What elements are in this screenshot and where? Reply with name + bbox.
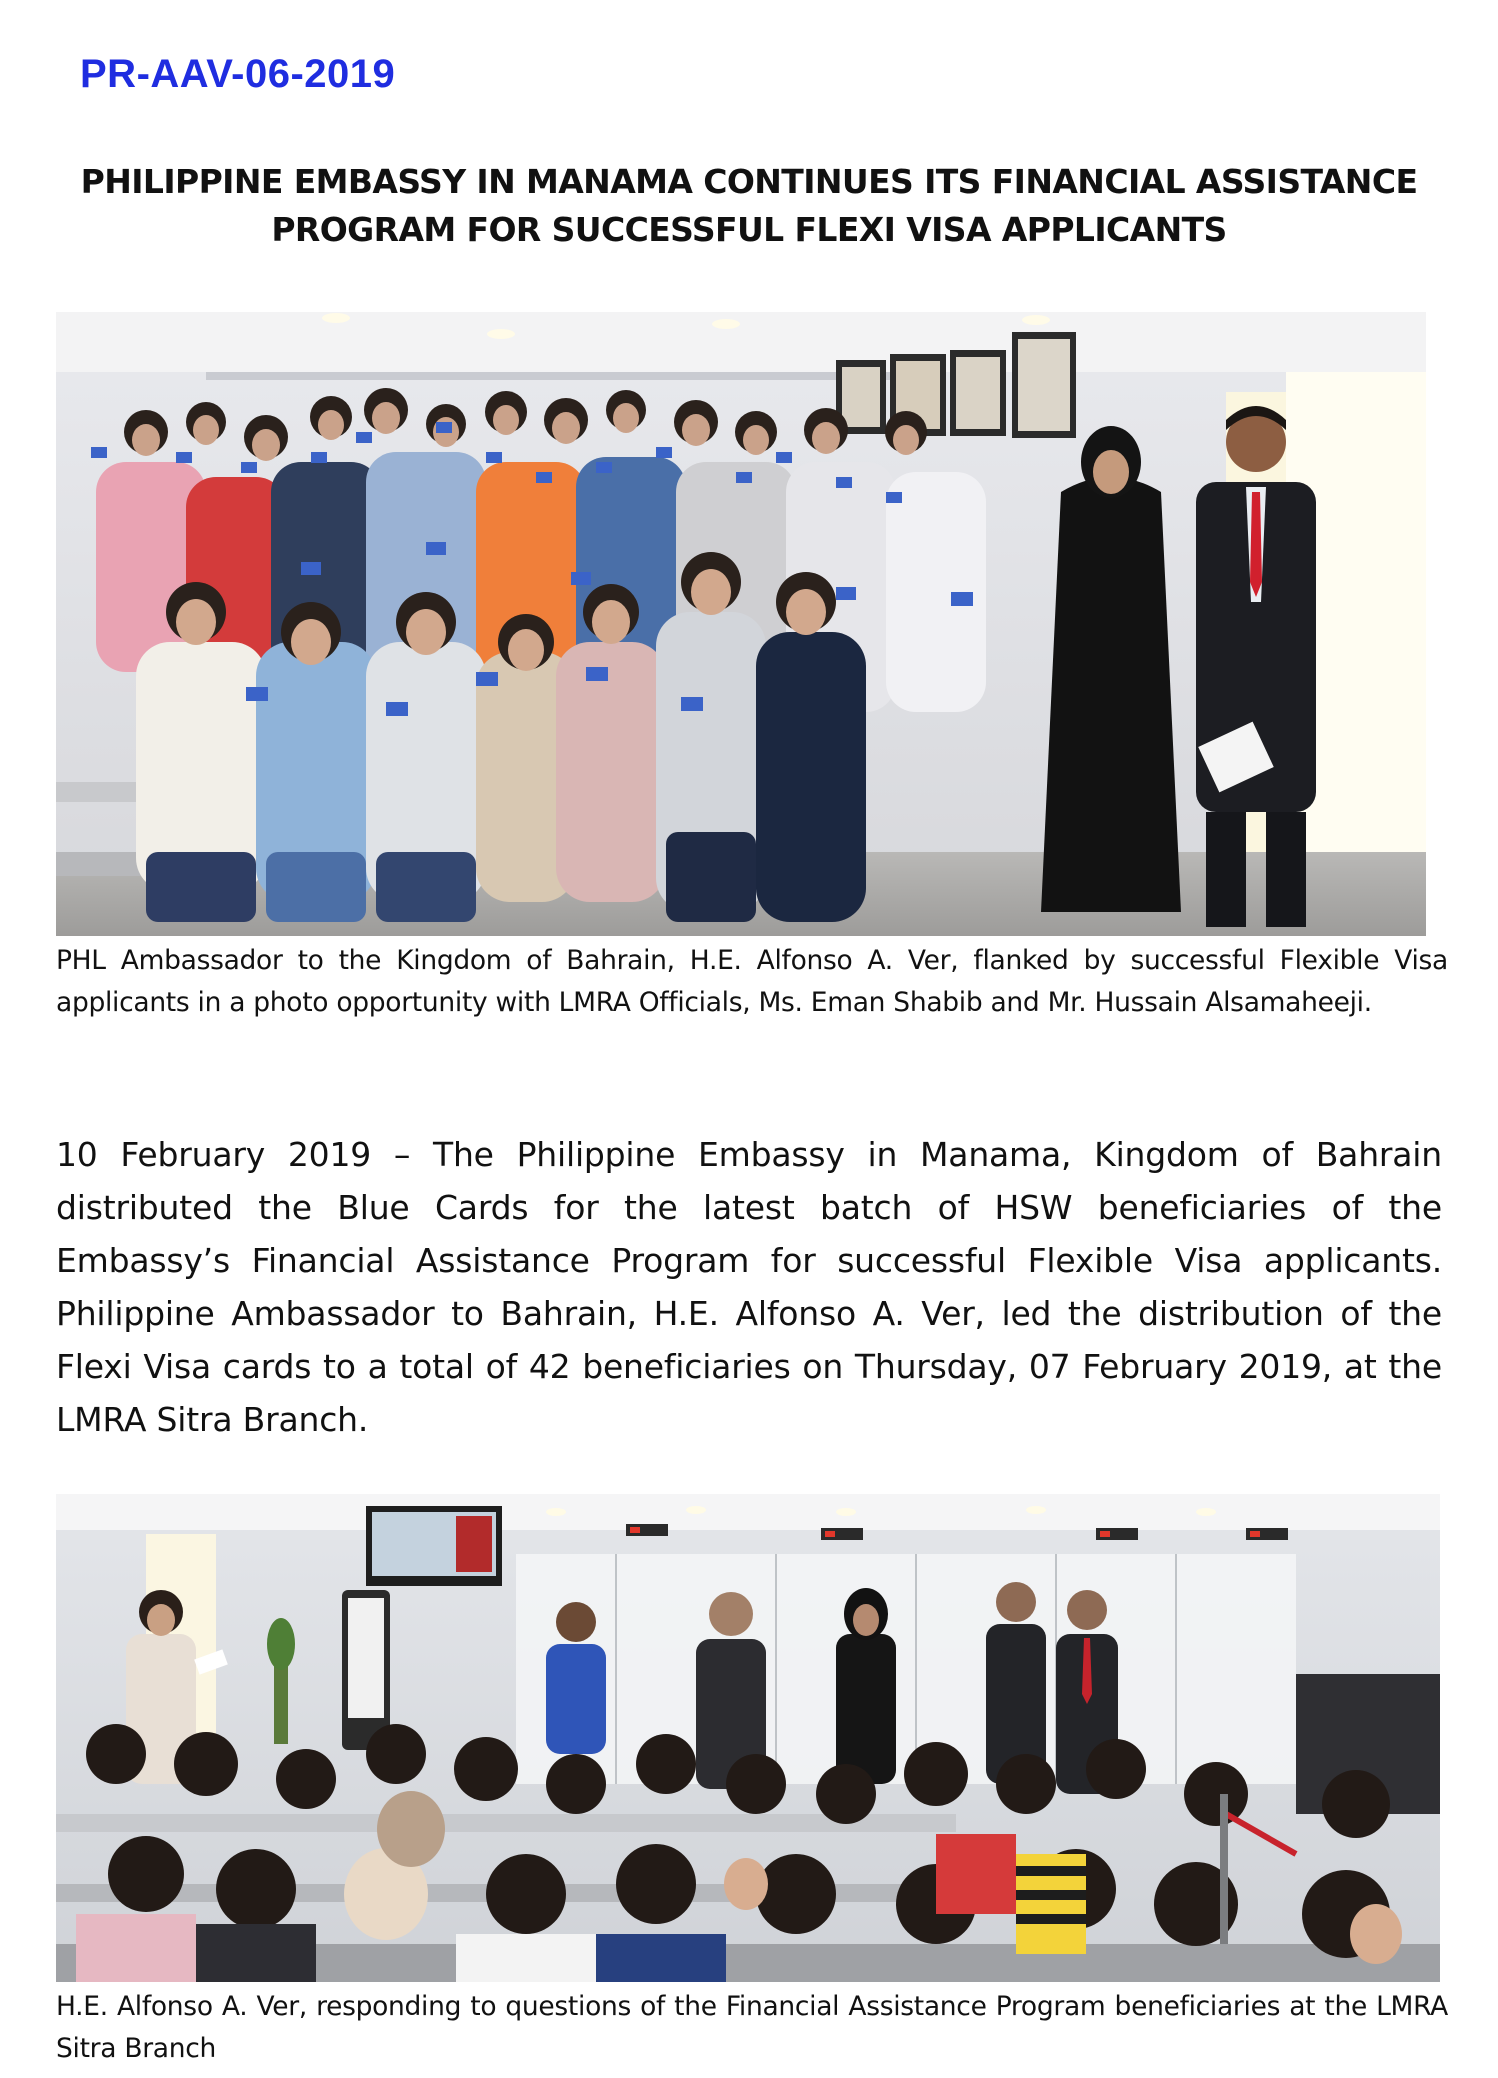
group-photo xyxy=(56,312,1426,936)
press-release-reference: PR-AAV-06-2019 xyxy=(80,52,396,96)
headline-line-1: PHILIPPINE EMBASSY IN MANAMA CONTINUES ITS FINANCIAL ASSISTANCE xyxy=(80,162,1418,201)
photo2-caption: H.E. Alfonso A. Ver, responding to questions of the Financial Assistance Program beneficiaries at the LMRA Sitra Branch xyxy=(56,1991,1448,2064)
headline xyxy=(40,158,1458,254)
photo1-caption: PHL Ambassador to the Kingdom of Bahrain, H.E. Alfonso A. Ver, flanked by successful Flexible Visa applicants in a photo opportunity with LMRA Officials, Ms. Eman Shabib and Mr. Hussain Alsamaheeji. xyxy=(56,945,1448,1018)
qa-session-photo xyxy=(56,1494,1440,1982)
headline-line-2: PROGRAM FOR SUCCESSFUL FLEXI VISA APPLICANTS xyxy=(271,210,1227,249)
body-paragraph: 10 February 2019 – The Philippine Embassy in Manama, Kingdom of Bahrain distributed the Blue Cards for the latest batch of HSW beneficiaries of the Embassy’s Financial Assistance Program for successful Flexible Visa applicants. Philippine Ambassador to Bahrain, H.E. Alfonso A. Ver, led the distribution of the Flexi Visa cards to a total of 42 beneficiaries on Thursday, 07 February 2019, at the LMRA Sitra Branch. xyxy=(56,1135,1442,1439)
